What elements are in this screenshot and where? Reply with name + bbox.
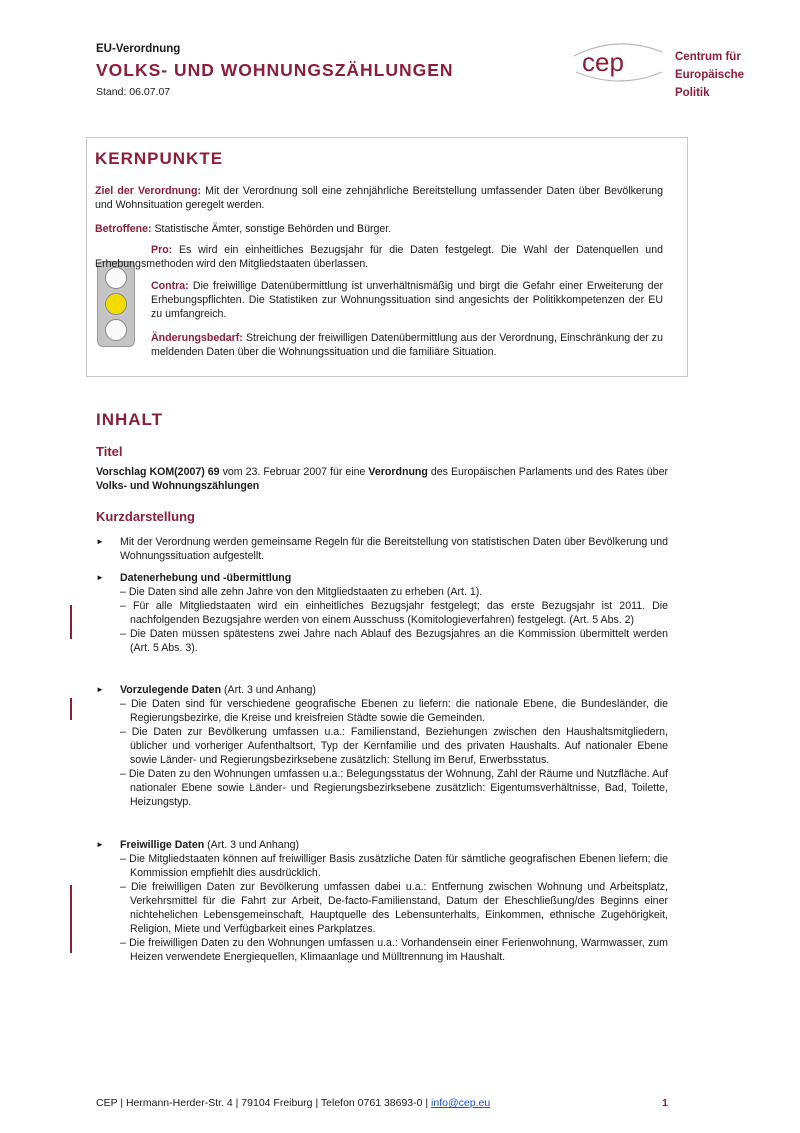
margin-marker: [70, 885, 72, 953]
sub-item: – Die Daten zur Bevölkerung umfassen u.a.: Familienstand, Beziehungen zwischen den Haushaltsmitgliedern, üblicher und vorheriger Aufenthaltsort, Typ der Kernfamilie und des privaten Haushalts. Auf nationaler Ebene sowie Länder- und Regierungsbezirksebene zusätzlich: Stellung im Beruf, Erwerbsstatus.: [120, 726, 668, 766]
list-item: [96, 683, 668, 809]
bullet-heading: Datenerhebung und -übermittlung: [120, 572, 292, 584]
contra-paragraph: [151, 279, 663, 321]
sub-item: – Die freiwilligen Daten zur Bevölkerung umfassen dabei u.a.: Entfernung zwischen Wohnung und Arbeitsplatz, Verkehrsmittel für die Fahrt zur Arbeit, De-facto-Familienstand, Datum der Eheschließung/des Beginns einer nichtehelichen Lebensgemeinschaft, Hauptquelle des Lebensunterhalts, Einkommen, ethnische Zugehörigkeit, Religion, Miete und Verfügbarkeit eines Parkplatzes.: [120, 881, 669, 935]
bullet-heading: Freiwillige Daten (Art. 3 und Anhang): [120, 839, 300, 851]
sub-item: – Die Mitgliedstaaten können auf freiwilliger Basis zusätzliche Daten für sämtliche geografischen Ebenen liefern; die Kommission empfiehlt dies ausdrücklich.: [120, 853, 668, 879]
betroffene-paragraph: [95, 222, 663, 236]
aenderung-text: Streichung der freiwilligen Datenübermittlung aus der Verordnung, Einschränkung der zu meldenden Daten über die Wohnungssituation und die familiäre Situation.: [151, 332, 663, 358]
email-link[interactable]: info@cep.eu: [431, 1097, 491, 1109]
kernpunkte-title: KERNPUNKTE: [95, 149, 224, 168]
betroffene-text: Statistische Ämter, sonstige Behörden und Bürger.: [151, 223, 392, 235]
arrow-icon: ►: [96, 685, 104, 694]
ziel-text: Mit der Verordnung soll eine zehnjährliche Bereitstellung umfassender Daten über Bevölkerung und Wohnsituation geregelt werden.: [95, 185, 663, 211]
titel-paragraph: Vorschlag KOM(2007) 69 vom 23. Februar 2007 für eine Verordnung des Europäischen Parlaments und des Rates über Volks- und Wohnungszählungen: [96, 466, 668, 492]
traffic-light-yellow: [105, 293, 127, 315]
kurzdarstellung-heading: Kurzdarstellung: [96, 509, 195, 524]
pro-paragraph: [95, 243, 663, 271]
arrow-icon: ►: [96, 840, 104, 849]
margin-marker: [70, 605, 72, 639]
contra-text: Die freiwillige Datenübermittlung ist unverhältnismäßig und birgt die Gefahr einer Erweiterung der Erhebungspflichten. Die Statistiken zur Wohnungssituation sind angesichts der Politikkompetenzen der EU zu umfangreich.: [151, 280, 663, 320]
page-number: 1: [662, 1097, 668, 1109]
margin-marker: [70, 698, 72, 720]
sub-item: – Die Daten sind alle zehn Jahre von den Mitgliedstaaten zu erheben (Art. 1).: [120, 586, 483, 598]
betroffene-label: Betroffene:: [95, 223, 152, 235]
sub-item: – Die Daten sind für verschiedene geografische Ebenen zu liefern: die nationale Ebene, die Bundesländer, die Regierungsbezirke, die Kreise und kreisfreien Städte sowie die Gemeinden.: [120, 698, 669, 724]
organization-name: Centrum für Europäische Politik: [675, 51, 745, 99]
inhalt-title: INHALT: [96, 410, 164, 429]
svg-text:cep: cep: [582, 47, 624, 77]
titel-heading: Titel: [96, 444, 123, 459]
aenderung-paragraph: [151, 331, 663, 359]
list-item: [96, 838, 668, 964]
page-footer: [96, 1096, 668, 1110]
cep-logo: [568, 34, 668, 90]
sub-item: – Die freiwilligen Daten zu den Wohnungen umfassen u.a.: Vorhandensein einer Ferienwohnung, Warmwasser, zum Heizen verwendete Energiequellen, Klimaanlage und Mülltrennung im Haushalt.: [120, 937, 668, 963]
ziel-paragraph: [95, 184, 663, 212]
pro-label: Pro:: [151, 244, 173, 256]
document-title: VOLKS- UND WOHNUNGSZÄHLUNGEN: [96, 60, 454, 80]
ziel-label: Ziel der Verordnung:: [95, 185, 202, 197]
contra-label: Contra:: [151, 280, 189, 292]
kernpunkte-box: [86, 137, 688, 377]
document-date: Stand: 06.07.07: [96, 86, 171, 98]
aenderung-label: Änderungsbedarf:: [151, 332, 243, 344]
list-item: [96, 571, 668, 655]
arrow-icon: ►: [96, 573, 104, 582]
footer-address: CEP | Hermann-Herder-Str. 4 | 79104 Freiburg | Telefon 0761 38693-0 |: [96, 1097, 432, 1109]
traffic-light-icon: [97, 261, 135, 347]
traffic-light-green: [105, 319, 127, 341]
sub-item: – Die Daten müssen spätestens zwei Jahre nach Ablauf des Bezugsjahres an die Kommission übermittelt werden (Art. 5 Abs. 3).: [120, 628, 668, 654]
list-item: ► Mit der Verordnung werden gemeinsame Regeln für die Bereitstellung von statistischen Daten über Bevölkerung und Wohnungssituation aufgestellt.: [96, 536, 668, 562]
bullet-heading: Vorzulegende Daten (Art. 3 und Anhang): [120, 684, 316, 696]
sub-item: – Die Daten zu den Wohnungen umfassen u.a.: Belegungsstatus der Wohnung, Zahl der Räume und Nutzfläche. Auf nationaler Ebene sowie Länder- und Regierungsbezirksebene zusätzlich: Eigentumsverhältnisse, Bad, Toilette, Heizungstyp.: [120, 768, 668, 808]
arrow-icon: ►: [96, 537, 104, 546]
pro-text: Es wird ein einheitliches Bezugsjahr für die Daten festgelegt. Die Wahl der Datenquellen und Erhebungsmethoden wird den Mitgliedstaaten überlassen.: [95, 244, 663, 270]
document-type: EU-Verordnung: [96, 43, 181, 55]
sub-item: – Für alle Mitgliedstaaten wird ein einheitliches Bezugsjahr festgelegt; das erste Bezugsjahr ist 2011. Die nachfolgenden Bezugsjahre werden von einem Ausschuss (Komitologieverfahren) festgelegt. (Art. 5 Abs. 2): [120, 600, 668, 626]
